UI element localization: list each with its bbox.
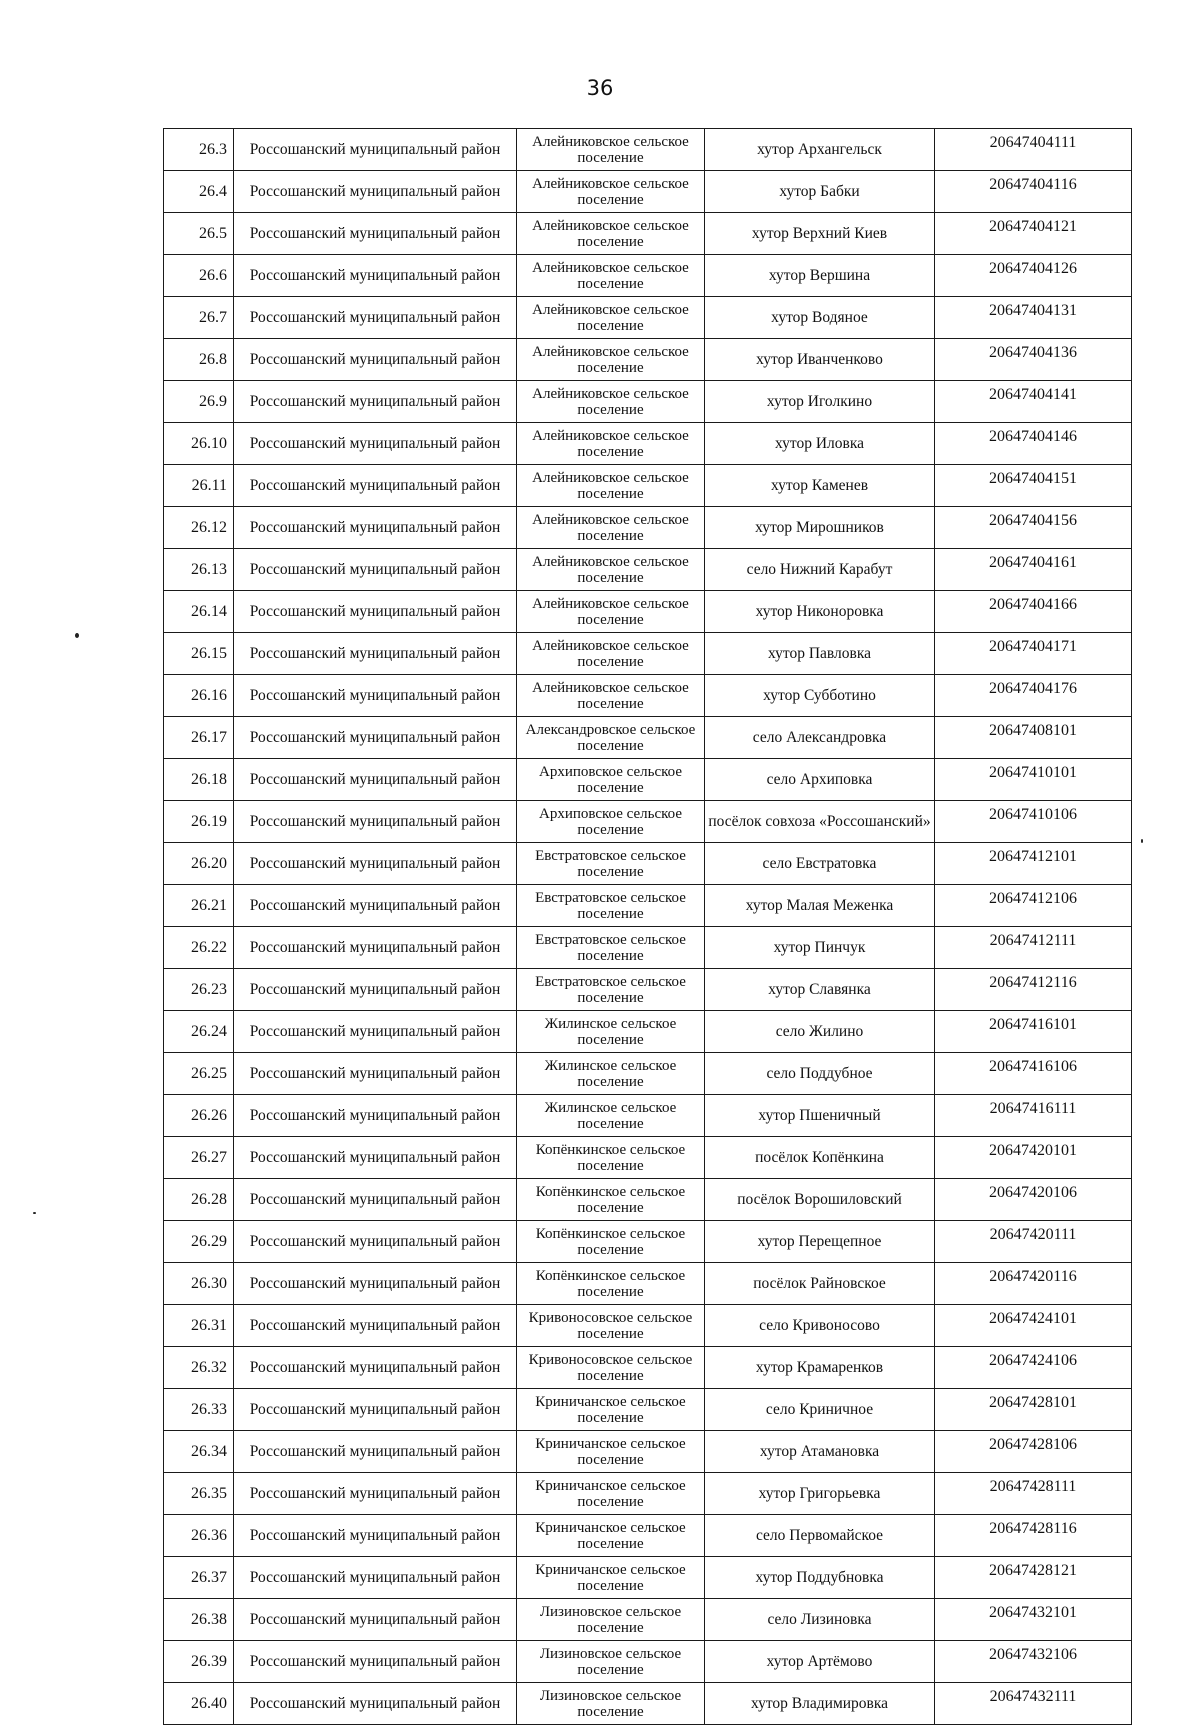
settlement-cell: Алейниковское сельское поселение [517,633,705,675]
district-cell: Россошанский муниципальный район [234,1431,517,1473]
settlement-cell: Алейниковское сельское поселение [517,213,705,255]
district-cell: Россошанский муниципальный район [234,843,517,885]
table-row [164,591,1132,633]
district-cell: Россошанский муниципальный район [234,1515,517,1557]
locality-cell: хутор Поддубновка [705,1557,935,1599]
oktmo-code-cell: 20647404116 [935,171,1132,213]
locality-cell: хутор Владимировка [705,1683,935,1725]
locality-cell: хутор Пшеничный [705,1095,935,1137]
district-cell: Россошанский муниципальный район [234,759,517,801]
oktmo-code-cell: 20647420116 [935,1263,1132,1305]
table-row [164,1347,1132,1389]
row-number-cell: 26.26 [164,1095,234,1137]
oktmo-code-cell: 20647424101 [935,1305,1132,1347]
settlement-cell: Копёнкинское сельское поселение [517,1221,705,1263]
row-number-cell: 26.23 [164,969,234,1011]
row-number-cell: 26.16 [164,675,234,717]
table-row [164,465,1132,507]
table-row [164,1011,1132,1053]
locality-cell: хутор Никоноровка [705,591,935,633]
oktmo-code-cell: 20647432111 [935,1683,1132,1725]
row-number-cell: 26.17 [164,717,234,759]
oktmo-code-cell: 20647404151 [935,465,1132,507]
locality-cell: хутор Перещепное [705,1221,935,1263]
oktmo-code-cell: 20647404171 [935,633,1132,675]
row-number-cell: 26.25 [164,1053,234,1095]
row-number-cell: 26.29 [164,1221,234,1263]
settlement-cell: Евстратовское сельское поселение [517,969,705,1011]
oktmo-code-cell: 20647404161 [935,549,1132,591]
row-number-cell: 26.28 [164,1179,234,1221]
row-number-cell: 26.31 [164,1305,234,1347]
settlement-cell: Архиповское сельское поселение [517,759,705,801]
district-cell: Россошанский муниципальный район [234,1389,517,1431]
locality-cell: хутор Пинчук [705,927,935,969]
row-number-cell: 26.21 [164,885,234,927]
locality-cell: село Александровка [705,717,935,759]
locality-cell: посёлок Копёнкина [705,1137,935,1179]
locality-cell: хутор Вершина [705,255,935,297]
locality-cell: хутор Верхний Киев [705,213,935,255]
district-cell: Россошанский муниципальный район [234,969,517,1011]
district-cell: Россошанский муниципальный район [234,1599,517,1641]
row-number-cell: 26.34 [164,1431,234,1473]
settlement-cell: Криничанское сельское поселение [517,1431,705,1473]
settlement-cell: Криничанское сельское поселение [517,1473,705,1515]
locality-cell: хутор Иловка [705,423,935,465]
oktmo-code-cell: 20647404136 [935,339,1132,381]
district-cell: Россошанский муниципальный район [234,423,517,465]
row-number-cell: 26.9 [164,381,234,423]
oktmo-code-cell: 20647416111 [935,1095,1132,1137]
settlement-cell: Кривоносовское сельское поселение [517,1347,705,1389]
oktmo-code-cell: 20647428121 [935,1557,1132,1599]
oktmo-code-cell: 20647404156 [935,507,1132,549]
settlement-cell: Копёнкинское сельское поселение [517,1179,705,1221]
table-row [164,381,1132,423]
district-cell: Россошанский муниципальный район [234,339,517,381]
district-cell: Россошанский муниципальный район [234,1053,517,1095]
settlement-cell: Алейниковское сельское поселение [517,339,705,381]
oktmo-code-cell: 20647432106 [935,1641,1132,1683]
oktmo-code-cell: 20647428106 [935,1431,1132,1473]
row-number-cell: 26.15 [164,633,234,675]
row-number-cell: 26.11 [164,465,234,507]
table-row [164,1515,1132,1557]
locality-cell: хутор Григорьевка [705,1473,935,1515]
oktmo-code-cell: 20647410101 [935,759,1132,801]
row-number-cell: 26.30 [164,1263,234,1305]
district-cell: Россошанский муниципальный район [234,717,517,759]
settlement-cell: Алейниковское сельское поселение [517,507,705,549]
table-row [164,717,1132,759]
table-body [164,129,1132,1725]
settlement-cell: Евстратовское сельское поселение [517,885,705,927]
district-cell: Россошанский муниципальный район [234,171,517,213]
table-row [164,549,1132,591]
settlement-cell: Копёнкинское сельское поселение [517,1263,705,1305]
table-row [164,1053,1132,1095]
district-cell: Россошанский муниципальный район [234,129,517,171]
district-cell: Россошанский муниципальный район [234,1557,517,1599]
settlement-cell: Евстратовское сельское поселение [517,927,705,969]
locality-cell: село Архиповка [705,759,935,801]
locality-cell: село Криничное [705,1389,935,1431]
table-row [164,1179,1132,1221]
settlement-cell: Алейниковское сельское поселение [517,549,705,591]
oktmo-code-cell: 20647424106 [935,1347,1132,1389]
district-cell: Россошанский муниципальный район [234,801,517,843]
row-number-cell: 26.35 [164,1473,234,1515]
oktmo-code-cell: 20647412116 [935,969,1132,1011]
locality-cell: посёлок совхоза «Россошанский» [705,801,935,843]
settlement-cell: Алейниковское сельское поселение [517,591,705,633]
row-number-cell: 26.36 [164,1515,234,1557]
oktmo-code-cell: 20647412106 [935,885,1132,927]
row-number-cell: 26.10 [164,423,234,465]
locality-cell: село Поддубное [705,1053,935,1095]
oktmo-code-cell: 20647404126 [935,255,1132,297]
district-cell: Россошанский муниципальный район [234,633,517,675]
settlement-cell: Алейниковское сельское поселение [517,381,705,423]
row-number-cell: 26.12 [164,507,234,549]
locality-cell: хутор Артёмово [705,1641,935,1683]
row-number-cell: 26.33 [164,1389,234,1431]
scan-speck [33,1212,36,1214]
table-row [164,1137,1132,1179]
locality-cell: посёлок Ворошиловский [705,1179,935,1221]
settlement-cell: Алейниковское сельское поселение [517,297,705,339]
row-number-cell: 26.4 [164,171,234,213]
oktmo-code-cell: 20647404166 [935,591,1132,633]
table-row [164,339,1132,381]
district-cell: Россошанский муниципальный район [234,465,517,507]
table-row [164,1389,1132,1431]
table-row [164,759,1132,801]
district-cell: Россошанский муниципальный район [234,255,517,297]
table-row [164,297,1132,339]
row-number-cell: 26.6 [164,255,234,297]
locality-cell: хутор Бабки [705,171,935,213]
row-number-cell: 26.5 [164,213,234,255]
table-row [164,129,1132,171]
table-row [164,507,1132,549]
oktmo-code-cell: 20647420106 [935,1179,1132,1221]
row-number-cell: 26.38 [164,1599,234,1641]
district-cell: Россошанский муниципальный район [234,1347,517,1389]
settlement-cell: Алейниковское сельское поселение [517,255,705,297]
oktmo-code-cell: 20647404111 [935,129,1132,171]
row-number-cell: 26.40 [164,1683,234,1725]
oktmo-code-cell: 20647412111 [935,927,1132,969]
table-row [164,885,1132,927]
locality-cell: хутор Субботино [705,675,935,717]
oktmo-code-cell: 20647404141 [935,381,1132,423]
table-row [164,171,1132,213]
oktmo-code-cell: 20647428101 [935,1389,1132,1431]
district-cell: Россошанский муниципальный район [234,1137,517,1179]
locality-cell: посёлок Райновское [705,1263,935,1305]
table-row [164,423,1132,465]
locality-cell: хутор Архангельск [705,129,935,171]
table-row [164,1473,1132,1515]
settlement-cell: Криничанское сельское поселение [517,1389,705,1431]
oktmo-code-cell: 20647412101 [935,843,1132,885]
row-number-cell: 26.27 [164,1137,234,1179]
district-cell: Россошанский муниципальный район [234,507,517,549]
row-number-cell: 26.22 [164,927,234,969]
settlement-cell: Кривоносовское сельское поселение [517,1305,705,1347]
oktmo-code-cell: 20647408101 [935,717,1132,759]
oktmo-code-cell: 20647428116 [935,1515,1132,1557]
row-number-cell: 26.13 [164,549,234,591]
settlement-cell: Архиповское сельское поселение [517,801,705,843]
settlement-cell: Алейниковское сельское поселение [517,129,705,171]
locality-cell: хутор Павловка [705,633,935,675]
settlement-cell: Криничанское сельское поселение [517,1515,705,1557]
row-number-cell: 26.37 [164,1557,234,1599]
district-cell: Россошанский муниципальный район [234,1473,517,1515]
district-cell: Россошанский муниципальный район [234,675,517,717]
row-number-cell: 26.19 [164,801,234,843]
district-cell: Россошанский муниципальный район [234,1305,517,1347]
settlement-cell: Криничанское сельское поселение [517,1557,705,1599]
table-row [164,213,1132,255]
oktmo-code-cell: 20647416106 [935,1053,1132,1095]
district-cell: Россошанский муниципальный район [234,927,517,969]
table-row [164,801,1132,843]
settlement-cell: Алейниковское сельское поселение [517,675,705,717]
locality-cell: хутор Иголкино [705,381,935,423]
table-row [164,843,1132,885]
locality-cell: хутор Крамаренков [705,1347,935,1389]
table-row [164,1305,1132,1347]
district-cell: Россошанский муниципальный район [234,1011,517,1053]
scan-speck [1141,839,1143,843]
oktmo-code-cell: 20647428111 [935,1473,1132,1515]
oktmo-code-cell: 20647420111 [935,1221,1132,1263]
oktmo-code-cell: 20647404176 [935,675,1132,717]
district-cell: Россошанский муниципальный район [234,1095,517,1137]
locality-cell: село Кривоносово [705,1305,935,1347]
locality-cell: хутор Иванченково [705,339,935,381]
settlement-cell: Жилинское сельское поселение [517,1053,705,1095]
table-row [164,1683,1132,1725]
oktmo-code-cell: 20647416101 [935,1011,1132,1053]
table-row [164,969,1132,1011]
district-cell: Россошанский муниципальный район [234,885,517,927]
locality-cell: хутор Мирошников [705,507,935,549]
locality-cell: хутор Малая Меженка [705,885,935,927]
locality-cell: село Евстратовка [705,843,935,885]
locality-cell: село Первомайское [705,1515,935,1557]
district-cell: Россошанский муниципальный район [234,381,517,423]
scan-speck [75,633,79,638]
table-row [164,675,1132,717]
district-cell: Россошанский муниципальный район [234,1263,517,1305]
oktmo-code-cell: 20647410106 [935,801,1132,843]
settlement-cell: Жилинское сельское поселение [517,1011,705,1053]
settlement-cell: Лизиновское сельское поселение [517,1641,705,1683]
oktmo-code-cell: 20647404121 [935,213,1132,255]
row-number-cell: 26.39 [164,1641,234,1683]
row-number-cell: 26.24 [164,1011,234,1053]
district-cell: Россошанский муниципальный район [234,591,517,633]
district-cell: Россошанский муниципальный район [234,213,517,255]
table-row [164,1557,1132,1599]
locality-cell: село Нижний Карабут [705,549,935,591]
row-number-cell: 26.7 [164,297,234,339]
table-row [164,633,1132,675]
settlement-cell: Алейниковское сельское поселение [517,171,705,213]
oktmo-code-cell: 20647404146 [935,423,1132,465]
table-row [164,927,1132,969]
locality-cell: хутор Славянка [705,969,935,1011]
oktmo-code-cell: 20647404131 [935,297,1132,339]
row-number-cell: 26.3 [164,129,234,171]
table-row [164,1263,1132,1305]
settlements-table [163,128,1132,1725]
settlement-cell: Копёнкинское сельское поселение [517,1137,705,1179]
district-cell: Россошанский муниципальный район [234,549,517,591]
row-number-cell: 26.20 [164,843,234,885]
table-row [164,1095,1132,1137]
locality-cell: село Лизиновка [705,1599,935,1641]
district-cell: Россошанский муниципальный район [234,1179,517,1221]
row-number-cell: 26.8 [164,339,234,381]
row-number-cell: 26.18 [164,759,234,801]
table-row [164,1221,1132,1263]
locality-cell: хутор Каменев [705,465,935,507]
page-number: 36 [586,76,614,100]
district-cell: Россошанский муниципальный район [234,1641,517,1683]
row-number-cell: 26.32 [164,1347,234,1389]
settlement-cell: Александровское сельское поселение [517,717,705,759]
settlement-cell: Евстратовское сельское поселение [517,843,705,885]
locality-cell: хутор Атамановка [705,1431,935,1473]
table-row [164,1641,1132,1683]
settlement-cell: Алейниковское сельское поселение [517,423,705,465]
table-row [164,1431,1132,1473]
settlement-cell: Жилинское сельское поселение [517,1095,705,1137]
locality-cell: хутор Водяное [705,297,935,339]
district-cell: Россошанский муниципальный район [234,297,517,339]
settlement-cell: Алейниковское сельское поселение [517,465,705,507]
settlement-cell: Лизиновское сельское поселение [517,1683,705,1725]
locality-cell: село Жилино [705,1011,935,1053]
row-number-cell: 26.14 [164,591,234,633]
oktmo-code-cell: 20647432101 [935,1599,1132,1641]
settlement-cell: Лизиновское сельское поселение [517,1599,705,1641]
district-cell: Россошанский муниципальный район [234,1221,517,1263]
district-cell: Россошанский муниципальный район [234,1683,517,1725]
table-row [164,255,1132,297]
oktmo-code-cell: 20647420101 [935,1137,1132,1179]
table-row [164,1599,1132,1641]
